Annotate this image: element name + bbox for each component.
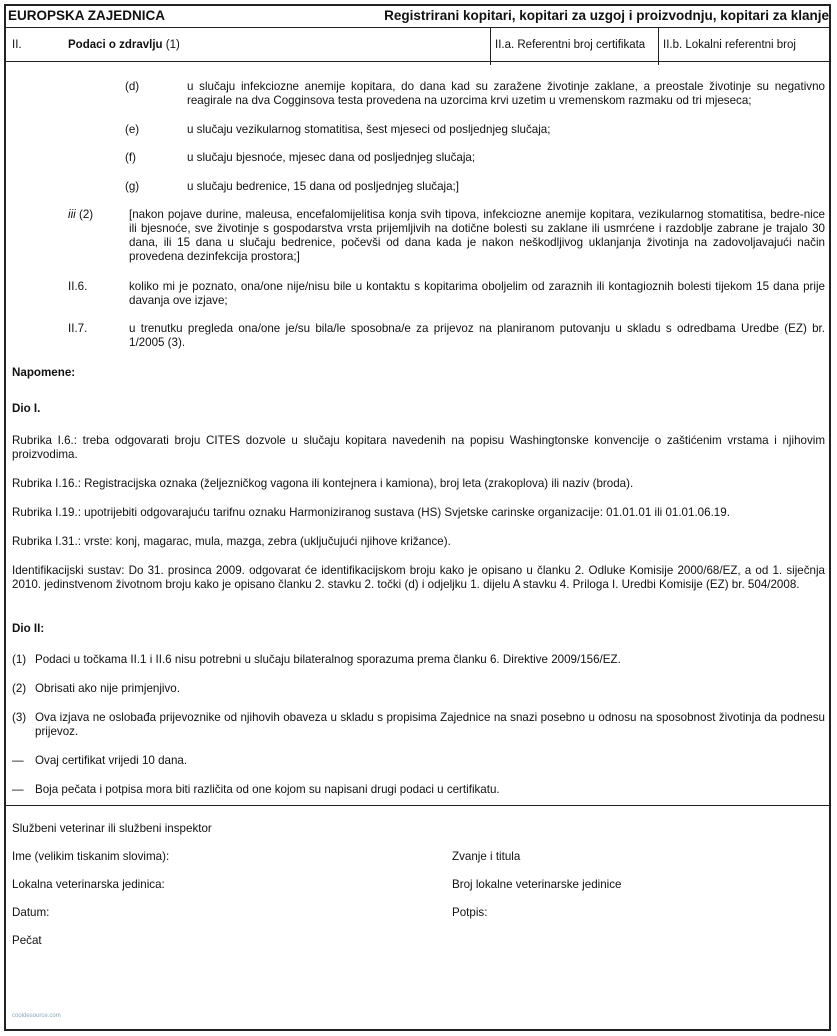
name-label: Ime (velikim tiskanim slovima): <box>12 850 170 863</box>
footnote-text: Boja pečata i potpisa mora biti različita od one kojom su napisani drugi podaci u certifikatu. <box>35 783 500 796</box>
note-paragraph: Rubrika I.6.: treba odgovarati broju CITES dozvole u slučaju kopitara navedenih na popisu Washingtonske konvencije o zaštićenim vrstama i njihovim proizvodima. <box>12 434 825 461</box>
item-label: (d) <box>125 80 140 93</box>
item-label: (g) <box>125 180 140 193</box>
notes-part1-heading: Dio I. <box>12 402 41 415</box>
footnote-text: Ovaj certifikat vrijedi 10 dana. <box>35 754 188 767</box>
item-text: u slučaju infekciozne anemije kopitara, do dana kad su zaražene životinje zaklane, a preostale životinje su negativno reagirale na dva Cogginsova testa provedena na uzorcima krvi uzetim u vremenskom razmaku od tri mjeseca; <box>187 80 825 107</box>
divider <box>658 27 659 61</box>
ref-b: II.b. Lokalni referentni broj <box>663 39 796 51</box>
footnote-text: Ova izjava ne oslobađa prijevoznike od njihovih obaveza u skladu s propisima Zajednice na snazi posebno u odnosu na sposobnost životinja da podnesu prijevoz. <box>35 711 825 738</box>
footnote-text: Podaci u točkama II.1 i II.6 nisu potrebni u slučaju bilateralnog sporazuma prema članku 6. Direktive 2009/156/EZ. <box>35 653 621 666</box>
footnote-mark: (3) <box>12 711 27 724</box>
item-label: (e) <box>125 123 140 136</box>
divider <box>4 61 831 62</box>
item-text: u slučaju bjesnoće, mjesec dana od posljednjeg slučaja; <box>187 151 476 164</box>
iii-label: iii (2) <box>68 208 94 221</box>
ii7-text: u trenutku pregleda ona/one je/su bila/le sposobna/e za prijevoz na planiranom putovanju u skladu s odredbama Uredbe (EZ) br. 1/2005 (3). <box>129 322 825 349</box>
notes-heading: Napomene: <box>12 366 76 379</box>
divider <box>4 805 831 806</box>
unit-number-label: Broj lokalne veterinarske jedinice <box>452 878 622 891</box>
section-title: Podaci o zdravlju (1) <box>68 39 180 51</box>
ii7-label: II.7. <box>68 322 88 335</box>
watermark: cooldesource.com <box>12 1013 61 1019</box>
note-paragraph: Rubrika I.16.: Registracijska oznaka (željezničkog vagona ili kontejnera i kamiona), broj leta (zrakoplova) ili naziv (broda). <box>12 477 634 490</box>
signature-title: Službeni veterinar ili službeni inspektor <box>12 822 212 835</box>
section-number: II. <box>12 39 22 51</box>
signature-label: Potpis: <box>452 906 488 919</box>
iii-text: [nakon pojave durine, maleusa, encefalomijelitisa konja svih tipova, infekciozne anemije kopitara, vezikularnog stomatitisa, bedre-nice ili bjesnoće, sve životinje s gospodarstva vrsta prijemljivih na dotične bolesti su zaklane ili usmrćene i razdoblje zabrane je trajalo 30 dana, ili 15 dana u slučaju bedrenice, počevši od dana kada je nakon neškodljivog uklanjanja životinja na zadovoljavajući način provedena dezinfekcija prostora;] <box>129 208 825 263</box>
footnote-mark: (2) <box>12 682 27 695</box>
ii6-label: II.6. <box>68 280 88 293</box>
ii6-text: koliko mi je poznato, ona/one nije/nisu bile u kontaktu s kopitarima oboljelim od zaraznih ili kontagioznih bolesti tijekom 15 dana prije davanja ove izjave; <box>129 280 825 307</box>
item-text: u slučaju bedrenice, 15 dana od posljednjeg slučaja;] <box>187 180 460 193</box>
divider <box>4 27 831 28</box>
footnote-text: Obrisati ako nije primjenjivo. <box>35 682 180 695</box>
notes-part2-heading: Dio II: <box>12 622 45 635</box>
divider <box>658 61 659 65</box>
ref-a: II.a. Referentni broj certifikata <box>495 39 646 51</box>
stamp-label: Pečat <box>12 934 42 947</box>
footnote-mark: — <box>12 754 24 767</box>
date-label: Datum: <box>12 906 50 919</box>
divider <box>490 27 491 61</box>
note-paragraph: Identifikacijski sustav: Do 31. prosinca 2009. odgovarat će identifikacijskom broju kako je opisano u članku 2. Odluke Komisije 2000/68/EZ, a od 1. siječnja 2010. jedinstvenom životnom broju kako je opisano članku 2. stavku 2. točki (d) i odjeljku 1. dijelu A stavku 4. Priloga I. Uredbi Komisije (EZ) br. 504/2008. <box>12 564 825 591</box>
rank-label: Zvanje i titula <box>452 850 521 863</box>
note-paragraph: Rubrika I.19.: upotrijebiti odgovarajuću tarifnu oznaku Harmoniziranog sustava (HS) Svjetske carinske organizacije: 01.01.01 ili 01.01.06.19. <box>12 506 730 519</box>
header-left: EUROPSKA ZAJEDNICA <box>8 8 166 23</box>
iii-note: (2) <box>78 208 94 221</box>
footnote-mark: — <box>12 783 24 796</box>
item-text: u slučaju vezikularnog stomatitisa, šest mjeseci od posljednjeg slučaja; <box>187 123 551 136</box>
footnote-mark: (1) <box>12 653 27 666</box>
item-label: (f) <box>125 151 136 164</box>
note-paragraph: Rubrika I.31.: vrste: konj, magarac, mula, mazga, zebra (uključujući njihove križance). <box>12 535 451 548</box>
page-header <box>6 5 831 27</box>
header-right: Registrirani kopitari, kopitari za uzgoj i proizvodnju, kopitari za klanje <box>384 8 829 23</box>
section-title-note: (1) <box>165 39 180 51</box>
unit-label: Lokalna veterinarska jedinica: <box>12 878 165 891</box>
divider <box>490 61 491 65</box>
